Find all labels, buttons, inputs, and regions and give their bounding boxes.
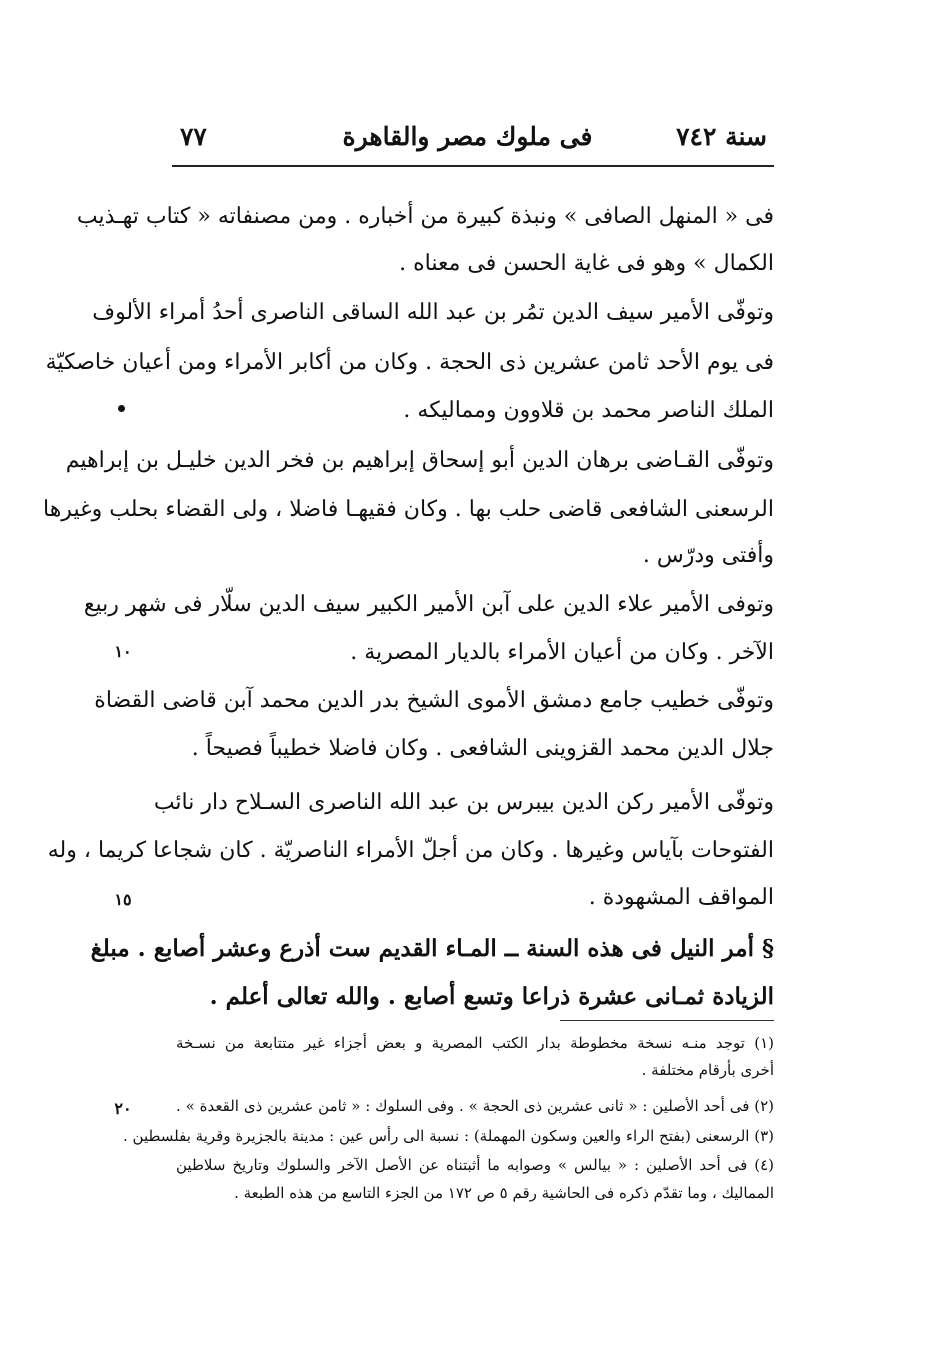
body-line: وتوفّى الأمير سيف الدين تمُر بن عبد الله الساقى الناصرى أحدُ أمراء الألوف [92,300,774,325]
footnote-line: أخرى بأرقام مختلفة . [641,1061,774,1079]
body-line: جلال الدين محمد القزوينى الشافعى . وكان فاضلا خطيباً فصيحاً . [191,736,774,761]
body-line: وتوفّى القـاضى برهان الدين أبو إسحاق إبراهيم بن فخر الدين خليـل بن إبراهيم [65,448,774,473]
body-line: وتوفى الأمير علاء الدين على آبن الأمير الكبير سيف الدين سلّار فى شهر ربيع [83,592,774,617]
body-line: الآخر . وكان من أعيان الأمراء بالديار المصرية . [350,640,774,665]
body-line: § أمر النيل فى هذه السنة ــ المـاء القديم ست أذرع وعشر أصابع . مبلغ [90,935,774,962]
body-line: الرسعنى الشافعى قاضى حلب بها . وكان فقيهـا فاضلا ، ولى القضاء بحلب وغيرها [43,497,774,522]
body-line: وتوفّى الأمير ركن الدين بيبرس بن عبد الله الناصرى السـلاح دار نائب [153,790,774,815]
body-line: المواقف المشهودة . [588,885,774,910]
year-label: سنة ٧٤٢ [676,122,767,151]
body-line: فى « المنهل الصافى » ونبذة كبيرة من أخباره . ومن مصنفاته « كتاب تهـذيب [76,204,774,229]
footnote-line: المماليك ، وما تقدّم ذكره فى الحاشية رقم ٥ ص ١٧٢ من الجزء التاسع من هذه الطبعة . [234,1184,774,1202]
line-number-10: ١٠ [114,642,132,661]
body-line: الكمال » وهو فى غاية الحسن فى معناه . [399,251,774,276]
footnote-line: (٤) فى أحد الأصلين : « بيالس » وصوابه ما أثبتناه عن الأصل الآخر والسلوك وتاريخ سلاطين [176,1156,774,1174]
body-line: وتوفّى خطيب جامع دمشق الأموى الشيخ بدر الدين محمد آبن قاضى القضاة [94,688,774,713]
footnote-line: (٢) فى أحد الأصلين : « ثانى عشرين ذى الحجة » . وفى السلوك : « ثامن عشرين ذى القعدة » . [176,1097,774,1115]
footnote-rule [560,1020,774,1021]
footnote-line: (١) توجد منـه نسخة مخطوطة بدار الكتب المصرية و بعض أجزاء غير متتابعة من نسـخة [176,1034,774,1052]
body-line: الملك الناصر محمد بن قلاوون ومماليكه . [403,398,774,423]
running-title: فى ملوك مصر والقاهرة [342,122,593,151]
page-number: ٧٧ [180,122,207,151]
footnote-line: (٣) الرسعنى (بفتح الراء والعين وسكون المهملة) : نسبة الى رأس عين : مدينة بالجزيرة وقرية بفلسطين . [123,1127,774,1145]
body-line: الفتوحات بآياس وغيرها . وكان من أجلّ الأمراء الناصريّة . كان شجاعا كريما ، وله [47,838,774,863]
header-rule [172,165,774,167]
line-number-20: ٢٠ [114,1099,132,1118]
margin-dot [118,405,125,412]
body-line: وأفتى ودرّس . [642,543,774,568]
line-number-15: ١٥ [114,890,132,909]
body-line: الزيادة ثمـانى عشرة ذراعا وتسع أصابع . والله تعالى أعلم . [209,983,774,1010]
body-line: فى يوم الأحد ثامن عشرين ذى الحجة . وكان من أكابر الأمراء ومن أعيان خاصكيّة [45,350,774,375]
